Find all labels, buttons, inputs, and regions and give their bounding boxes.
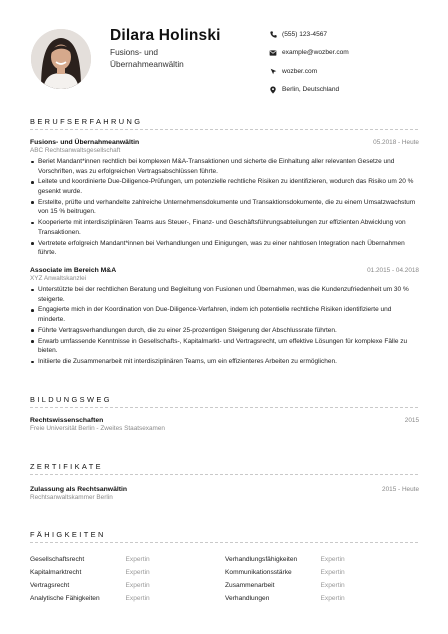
experience-date: 01.2015 - 04.2018 (367, 267, 419, 274)
skill-level: Expertin (320, 595, 345, 602)
bullet-item: Kooperierte mit interdisziplinären Teams aus Steuer-, Finanz- und Geschäftsführungsabteilungen zur effizienten Abwicklung von Transaktionen. (30, 218, 419, 237)
skill-row (30, 553, 420, 566)
skill-row (30, 592, 420, 605)
contact-list (268, 28, 349, 96)
skill-name: Kommunikationsstärke (225, 569, 292, 576)
skill-name: Analytische Fähigkeiten (30, 595, 100, 602)
skill-level: Expertin (125, 595, 150, 602)
link-icon (268, 66, 278, 76)
bullet-item: Vertretete erfolgreich Mandant*innen bei Verhandlungen und Einigungen, was zu einer nahtlosen Integration nach Übernahmen führte. (30, 239, 419, 258)
section-heading-skills: FÄHIGKEITEN (30, 530, 106, 539)
education-institution: Freie Universität Berlin - Zweites Staatsexamen (30, 425, 165, 432)
skill-name: Verhandlungen (225, 595, 270, 602)
section-divider (30, 129, 418, 130)
experience-entry (30, 139, 419, 259)
bullet-item: Führte Vertragsverhandlungen durch, die zu einer 25-prozentigen Steigerung der Abschlussrate führten. (30, 326, 419, 336)
experience-bullets (30, 285, 419, 367)
phone-icon (268, 29, 278, 39)
contact-location-text: Berlin, Deutschland (282, 86, 340, 94)
section-divider (30, 407, 418, 408)
skill-row (30, 566, 420, 579)
skill-level: Expertin (320, 556, 345, 563)
skill-row (30, 579, 420, 592)
skill-name: Kapitalmarktrecht (30, 569, 82, 576)
skill-level: Expertin (320, 582, 345, 589)
contact-email-text[interactable]: example@wozber.com (282, 49, 349, 57)
certificate-date: 2015 - Heute (382, 486, 419, 493)
contact-website-text[interactable]: wozber.com (282, 67, 318, 75)
skill-name: Zusammenarbeit (225, 582, 275, 589)
bullet-item: Beriet Mandant*innen rechtlich bei komplexen M&A-Transaktionen und sicherte die Einhaltung aller relevanten Gesetze und Vorschriften, was zu erfolgreichen Vertragsabschlüssen führte. (30, 157, 419, 176)
certificate-issuer: Rechtsanwaltskammer Berlin (30, 494, 113, 501)
contact-phone-text: (555) 123-4567 (282, 30, 328, 38)
education-entry (30, 417, 419, 432)
experience-entry (30, 267, 419, 368)
bullet-item: Engagierte mich in der Koordination von Due-Diligence-Verfahren, indem ich potentielle rechtliche Risiken identifizierte und minderte. (30, 305, 419, 324)
experience-title: Associate im Bereich M&A (30, 267, 117, 274)
location-pin-icon (268, 85, 278, 95)
skill-level: Expertin (125, 569, 150, 576)
experience-bullets (30, 157, 419, 258)
avatar (31, 29, 91, 89)
job-title: Fusions- und Übernahmeanwältin (110, 47, 184, 69)
bullet-item: Erstellte, prüfte und verhandelte zahlreiche Unternehmensdokumente und Transaktionsdokumente, die zu einem Umsatzwachstum von 15 % beitrugen. (30, 198, 419, 217)
skill-name: Verhandlungsfähigkeiten (225, 556, 298, 563)
skills-grid (30, 553, 420, 605)
skill-level: Expertin (125, 582, 150, 589)
certificate-entry (30, 486, 419, 501)
email-icon (268, 48, 278, 58)
bullet-item: Unterstützte bei der rechtlichen Beratung und Begleitung von Fusionen und Übernahmen, was die Kundenzufriedenheit um 30 % steigerte. (30, 285, 419, 304)
contact-phone (268, 28, 349, 41)
contact-location (268, 84, 349, 97)
education-title: Rechtswissenschaften (30, 417, 104, 424)
experience-company: ABC Rechtsanwaltsgesellschaft (30, 147, 121, 154)
section-heading-experience: BERUFSERFAHRUNG (30, 117, 143, 126)
bullet-item: Leitete und koordinierte Due-Diligence-Prüfungen, um potenzielle rechtliche Risiken zu identifizieren, wodurch das Risiko um 20 % gesenkt wurde. (30, 177, 419, 196)
contact-email (268, 47, 349, 60)
experience-title: Fusions- und Übernahmeanwältin (30, 139, 140, 146)
bullet-item: Initiierte die Zusammenarbeit mit interdisziplinären Teams, um ein effizienteres Arbeiten zu ermöglichen. (30, 357, 419, 367)
section-heading-education: BILDUNGSWEG (30, 395, 112, 404)
skill-name: Vertragsrecht (30, 582, 70, 589)
section-divider (30, 474, 418, 475)
education-date: 2015 (404, 417, 419, 424)
experience-date: 05.2018 - Heute (373, 139, 419, 146)
person-name: Dilara Holinski (110, 27, 221, 44)
certificate-title: Zulassung als Rechtsanwältin (30, 486, 128, 493)
contact-website (268, 65, 349, 78)
skill-level: Expertin (320, 569, 345, 576)
section-heading-certificates: ZERTIFIKATE (30, 462, 103, 471)
section-divider (30, 542, 418, 543)
bullet-item: Erwarb umfassende Kenntnisse in Gesellschafts-, Kapitalmarkt- und Vertragsrecht, um effektive Lösungen für komplexe Fälle zu bieten. (30, 337, 419, 356)
skill-level: Expertin (125, 556, 150, 563)
experience-company: XYZ Anwaltskanzlei (30, 275, 87, 282)
skill-name: Gesellschaftsrecht (30, 556, 85, 563)
